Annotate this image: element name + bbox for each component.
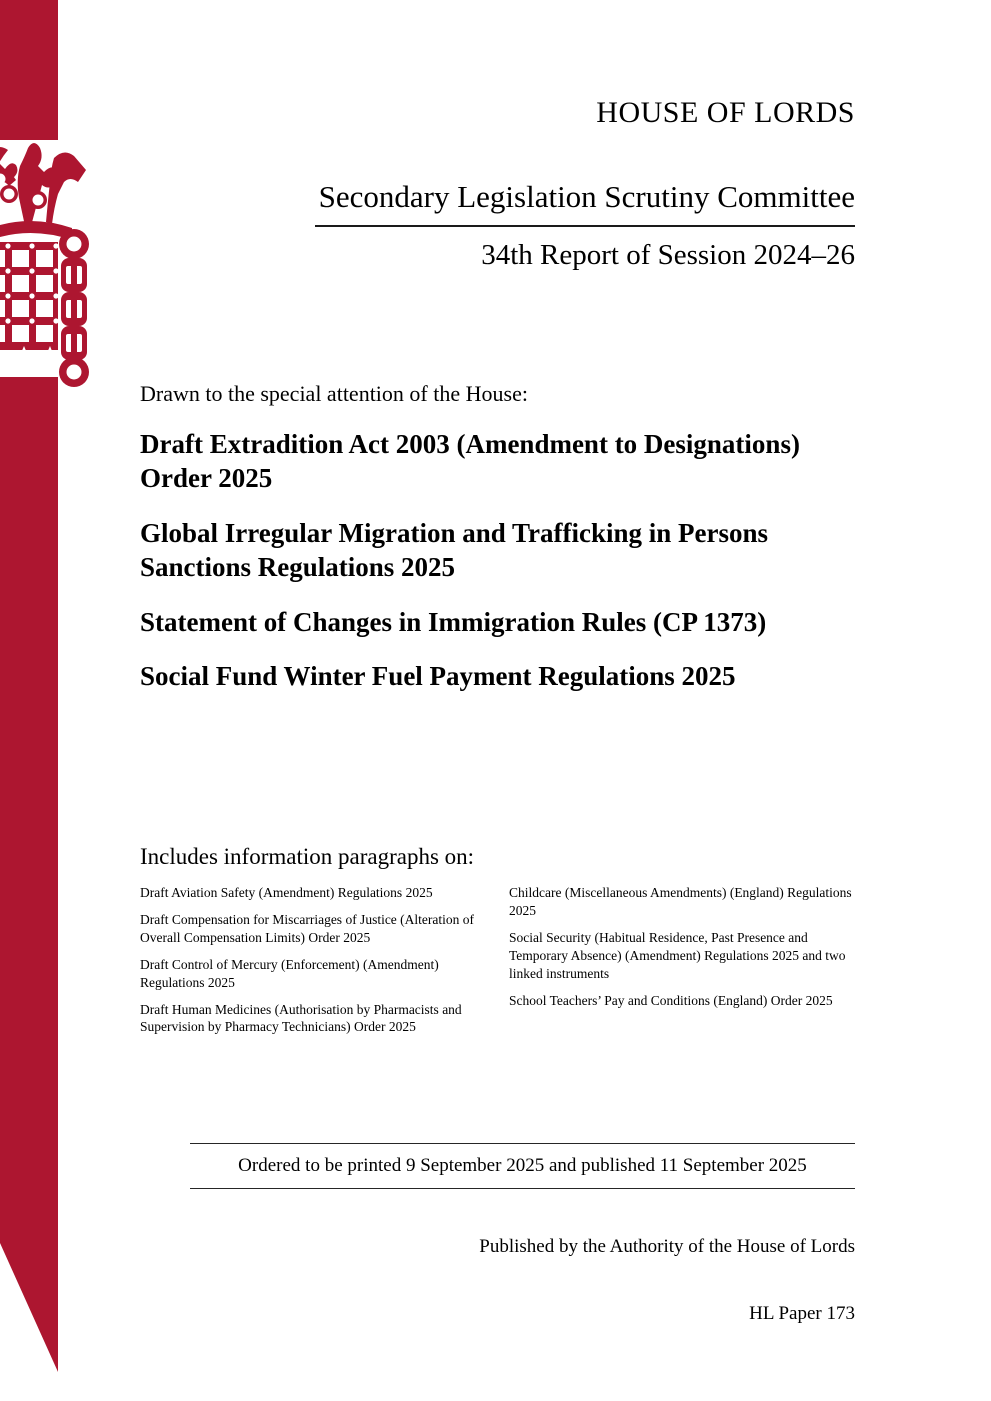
information-paragraphs-left-column <box>140 884 491 1037</box>
instrument-title: Draft Extradition Act 2003 (Amendment to Designations) Order 2025 <box>140 428 800 494</box>
information-paragraphs-columns <box>140 884 860 1037</box>
banner-ribbon-shape <box>0 0 58 1372</box>
list-item: Draft Compensation for Miscarriages of Justice (Alteration of Overall Compensation Limits) Order 2025 <box>140 911 475 945</box>
information-paragraphs-heading: Includes information paragraphs on: <box>140 844 475 869</box>
header-divider-rule <box>315 225 855 227</box>
paper-number: HL Paper 173 <box>749 1302 855 1324</box>
house-of-lords-title: HOUSE OF LORDS <box>596 96 855 129</box>
published-by-line: Published by the Authority of the House of Lords <box>479 1235 855 1257</box>
portcullis-chain <box>59 229 89 387</box>
list-item: Social Security (Habitual Residence, Past Presence and Temporary Absence) (Amendment) Regulations 2025 and two linked instruments <box>509 929 846 981</box>
special-attention-section <box>140 380 860 694</box>
cover-footer <box>190 1143 855 1325</box>
left-red-banner <box>0 0 130 1401</box>
portcullis-grid <box>0 242 59 374</box>
information-paragraphs-section <box>140 843 860 1036</box>
cover-header <box>140 96 855 272</box>
list-item: School Teachers’ Pay and Conditions (England) Order 2025 <box>509 992 833 1008</box>
portcullis-crest <box>0 143 86 240</box>
instrument-title: Statement of Changes in Immigration Rules (CP 1373) <box>140 606 767 637</box>
ordered-printed-line: Ordered to be printed 9 September 2025 and published 11 September 2025 <box>238 1155 807 1176</box>
special-attention-label: Drawn to the special attention of the House: <box>140 381 528 406</box>
list-item: Childcare (Miscellaneous Amendments) (England) Regulations 2025 <box>509 884 852 918</box>
footer-bottom-rule <box>190 1188 855 1189</box>
report-session-line: 34th Report of Session 2024–26 <box>481 238 855 271</box>
information-paragraphs-right-column <box>509 884 860 1037</box>
list-item: Draft Human Medicines (Authorisation by Pharmacists and Supervision by Pharmacy Technicians) Order 2025 <box>140 1001 462 1035</box>
committee-name: Secondary Legislation Scrutiny Committee <box>318 179 855 214</box>
instrument-title: Social Fund Winter Fuel Payment Regulations 2025 <box>140 661 736 692</box>
instrument-title: Global Irregular Migration and Trafficking in Persons Sanctions Regulations 2025 <box>140 517 769 583</box>
list-item: Draft Aviation Safety (Amendment) Regulations 2025 <box>140 884 433 900</box>
list-item: Draft Control of Mercury (Enforcement) (Amendment) Regulations 2025 <box>140 956 439 990</box>
